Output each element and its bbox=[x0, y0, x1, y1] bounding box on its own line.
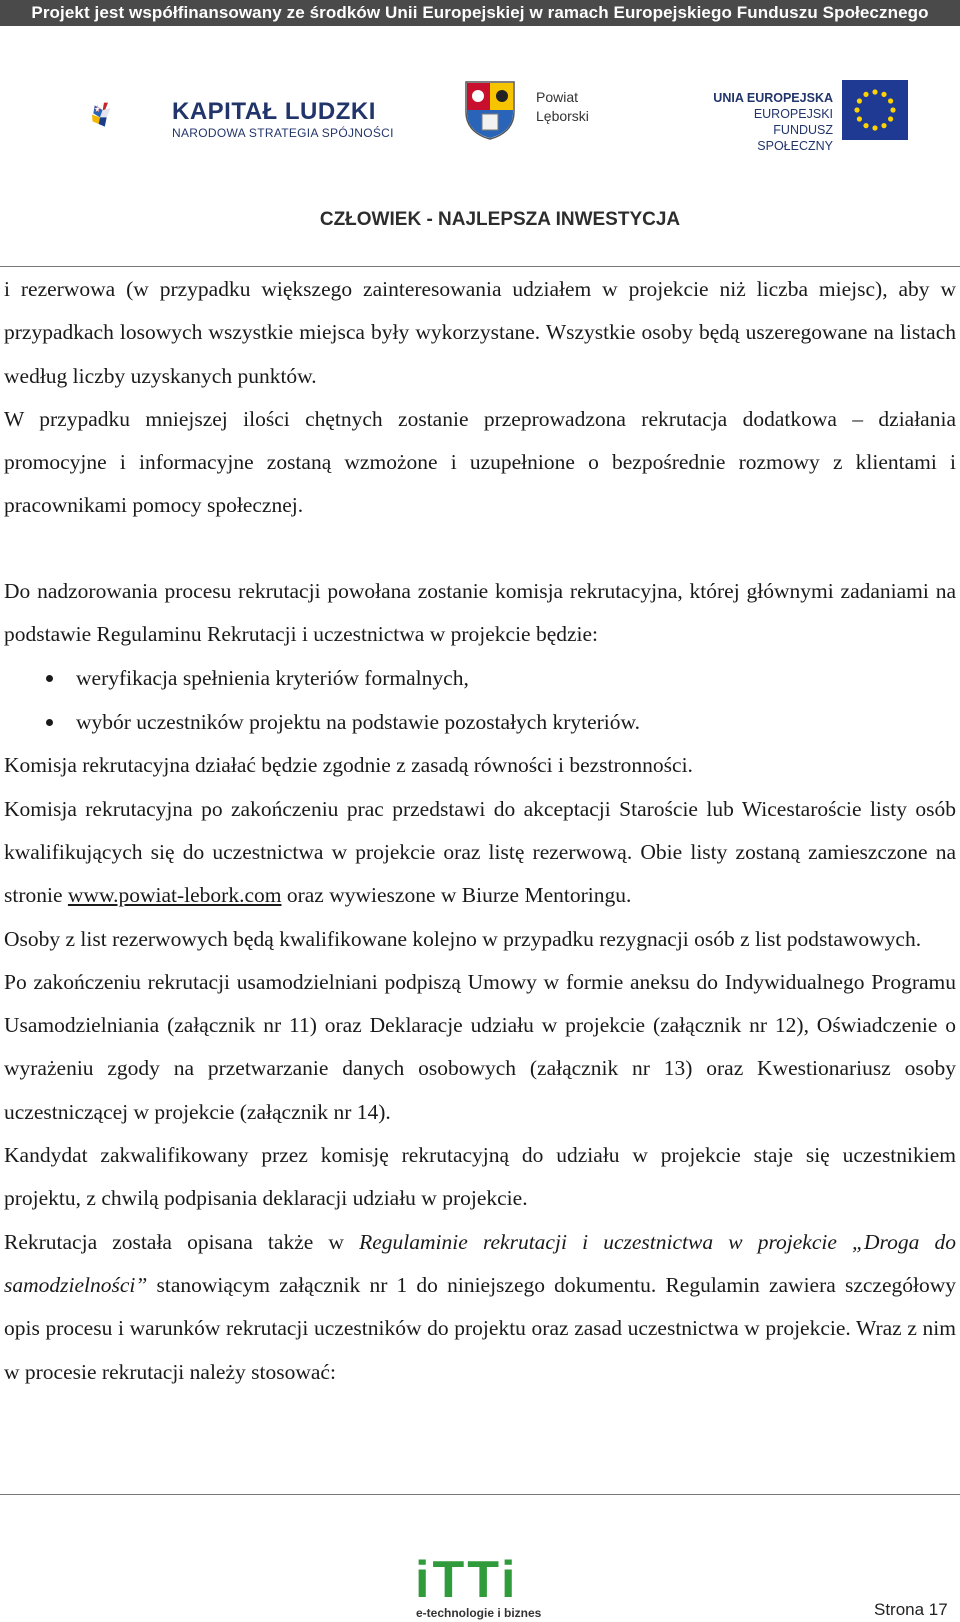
ue-line2: EUROPEJSKI bbox=[753, 107, 833, 121]
funding-note: Projekt jest współfinansowany ze środków Unii Europejskiej w ramach Europejskiego Funduszu Społecznego bbox=[0, 0, 960, 26]
eu-flag-icon bbox=[842, 80, 908, 140]
list-item-text: weryfikacja spełnienia kryteriów formalnych, bbox=[76, 666, 469, 691]
slogan: CZŁOWIEK - NAJLEPSZA INWESTYCJA bbox=[319, 209, 681, 230]
header-divider bbox=[0, 266, 960, 267]
paragraph-9-text-b: stanowiącym załącznik nr 1 do niniejszego dokumentu. Regulamin zawiera szczegółowy opis procesu i warunków rekrutacji uczestników do projektu oraz zasad uczestnictwa w projekcie. Wraz z nim w procesie rekrutacji należy stosować: bbox=[4, 1272, 956, 1384]
bullet-list bbox=[4, 656, 956, 744]
paragraph-2: W przypadku mniejszej ilości chętnych zostanie przeprowadzona rekrutacja dodatkowa – działania promocyjne i informacyjne zostaną wzmożone i uzupełnione o bezpośrednie rozmowy z klientami i pracownikami pomocy społecznej. bbox=[4, 406, 956, 518]
kapital-ludzki-logo bbox=[92, 66, 172, 166]
ue-line3: FUNDUSZ SPOŁECZNY bbox=[757, 123, 833, 153]
paragraph-5-text-a: Komisja rekrutacyjna po zakończeniu prac przedstawi do akceptacji Staroście lub Wicestaroście listy osób kwalifikujących się do uczestnictwa w projekcie oraz listę rezerwową. Obie listy zostaną zamieszczone na stronie bbox=[4, 796, 956, 908]
paragraph-9-text-a: Rekrutacja została opisana także w bbox=[4, 1229, 360, 1254]
eu-text bbox=[700, 90, 833, 154]
paragraph-8: Kandydat zakwalifikowany przez komisję rekrutacyjną do udziału w projekcie staje się uczestnikiem projektu, z chwilą podpisania deklaracji udziału w projekcie. bbox=[4, 1143, 956, 1211]
paragraph-4: Komisja rekrutacyjna działać będzie zgodnie z zasadą równości i bezstronności. bbox=[4, 753, 693, 778]
itti-tagline: e-technologie i biznes bbox=[416, 1606, 542, 1620]
bullet-icon bbox=[46, 675, 53, 682]
paragraph-1: i rezerwowa (w przypadku większego zainteresowania udziałem w projekcie niż liczba miejsc), aby w przypadkach losowych wszystkie miejsca były wykorzystane. Wszystkie osoby będą uszeregowane na listach według liczby uzyskanych punktów. bbox=[4, 277, 956, 388]
paragraph-7: Po zakończeniu rekrutacji usamodzielniani podpiszą Umowy w formie aneksu do Indywidualnego Programu Usamodzielniania (załącznik nr 11) oraz Deklaracje udziału w projekcie (załącznik nr 12), Oświadczenie o wyrażeniu zgody na przetwarzanie danych osobowych (załącznik nr 13) oraz Kwestionariusz osoby uczestniczącej w projekcie (załącznik nr 14). bbox=[4, 969, 956, 1124]
list-item bbox=[4, 656, 956, 700]
website-link[interactable]: www.powiat-lebork.com bbox=[67, 883, 282, 908]
paragraph-6: Osoby z list rezerwowych będą kwalifikowane kolejno w przypadku rezygnacji osób z list podstawowych. bbox=[4, 926, 922, 951]
paragraph-5 bbox=[4, 788, 956, 918]
paragraph-9 bbox=[4, 1221, 956, 1394]
list-item-text: wybór uczestników projektu na podstawie pozostałych kryteriów. bbox=[76, 710, 641, 735]
bullet-icon bbox=[46, 719, 53, 726]
kl-subtitle: NARODOWA STRATEGIA SPÓJNOŚCI bbox=[172, 126, 394, 140]
paragraph-3: Do nadzorowania procesu rekrutacji powołana zostanie komisja rekrutacyjna, której głównymi zadaniami na podstawie Regulaminu Rekrutacji i uczestnictwa w projekcie będzie: bbox=[4, 578, 956, 647]
powiat-crest-icon bbox=[464, 80, 516, 140]
ue-line1: UNIA EUROPEJSKA bbox=[713, 91, 833, 105]
powiat-line1: Powiat bbox=[536, 89, 579, 105]
kl-title: KAPITAŁ LUDZKI bbox=[172, 98, 376, 125]
document-body bbox=[4, 268, 956, 1394]
regulation-title: Regulaminie rekrutacji i uczestnictwa w projekcie „Droga do samodzielności” bbox=[4, 1229, 956, 1297]
footer-divider bbox=[0, 1494, 960, 1495]
itti-logo: iTTi bbox=[415, 1551, 519, 1609]
powiat-name bbox=[536, 88, 589, 126]
paragraph-5-text-b: oraz wywieszone w Biurze Mentoringu. bbox=[281, 883, 632, 908]
list-item bbox=[4, 700, 956, 744]
powiat-line2: Lęborski bbox=[536, 108, 589, 124]
page-number: Strona 17 bbox=[874, 1600, 948, 1619]
